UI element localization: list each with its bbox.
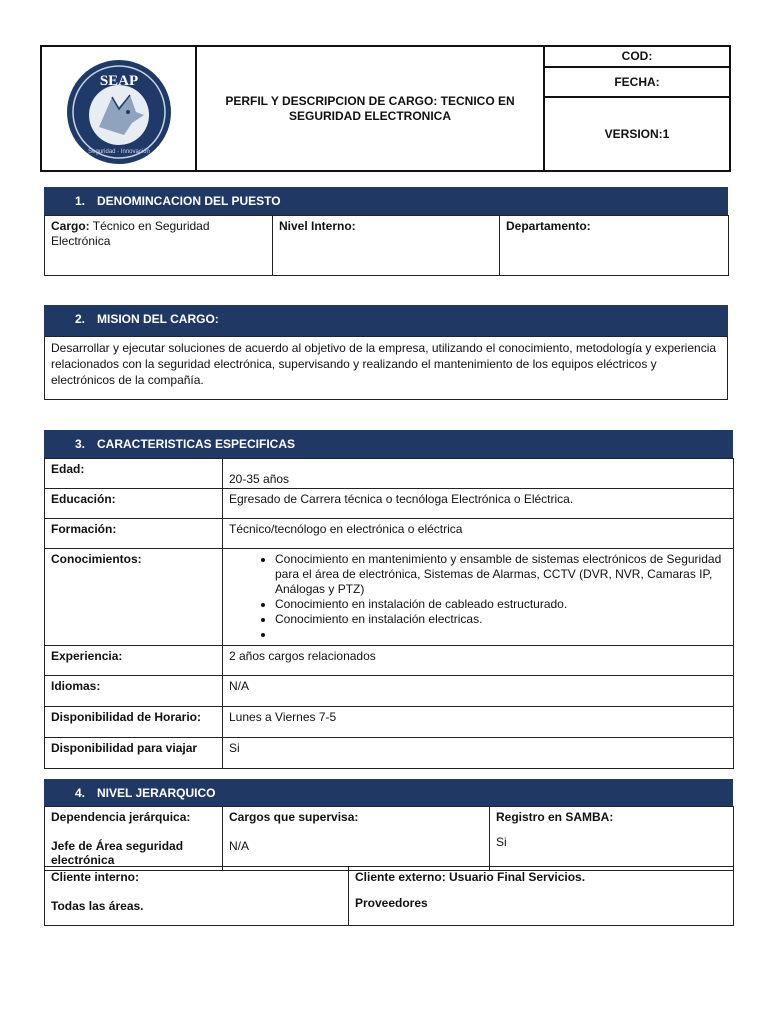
cliente-interno-cell: [45, 867, 349, 926]
section4-table-bottom: [44, 866, 734, 926]
formacion-value: Técnico/tecnólogo en electrónica o eléctrica: [223, 519, 734, 549]
dependencia-value: Jefe de Área seguridad electrónica: [51, 839, 184, 867]
list-item: • Conocimiento en mantenimiento y ensamble de sistemas electrónicos de Seguridad para el área de electrónica, Sistemas de Alarmas, CCTV (DVR, NVR, Camaras IP, Análogas y PTZ): [275, 552, 723, 597]
proveedores-label: Proveedores: [355, 896, 428, 910]
section3-table: [44, 458, 734, 769]
samba-label: Registro en SAMBA:: [496, 810, 614, 824]
horario-value: Lunes a Viernes 7-5: [223, 707, 734, 738]
dependencia-cell: [45, 807, 223, 871]
section2-table: [44, 336, 728, 400]
supervisa-label: Cargos que supervisa:: [229, 810, 359, 824]
conocimientos-value: [223, 549, 734, 646]
cliente-interno-value: Todas las áreas.: [51, 899, 144, 913]
mision-text: Desarrollar y ejecutar soluciones de acuerdo al objetivo de la empresa, utilizando el conocimiento, metodología y experiencia relacionados con la seguridad electrónica, supervisando y realizando el mantenimiento de los equipos eléctricos y electrónicos de la compañía.: [45, 337, 728, 400]
version-field: VERSION:1: [544, 97, 730, 171]
cliente-interno-label: Cliente interno:: [51, 870, 140, 884]
section4-header: 4. NIVEL JERARQUICO: [44, 779, 733, 807]
list-item: • Conocimiento en instalación de cableado estructurado.: [275, 597, 723, 612]
list-item: • Conocimiento en instalación electricas.: [275, 612, 723, 627]
cod-field: COD:: [544, 46, 730, 67]
cargo-cell: Cargo: Técnico en Seguridad Electrónica: [45, 216, 273, 276]
logo-tagline: Seguridad · Innovación: [87, 148, 150, 155]
viajar-value: Si: [223, 738, 734, 769]
logo-cell: [41, 46, 196, 171]
samba-cell: [490, 807, 734, 871]
section1-table: [44, 215, 729, 276]
supervisa-value: N/A: [229, 839, 250, 853]
logo-text: SEAP: [99, 72, 138, 89]
educacion-value: Egresado de Carrera técnica o tecnóloga Electrónica o Eléctrica.: [223, 489, 734, 519]
samba-value: Si: [496, 835, 507, 849]
experiencia-label: Experiencia:: [45, 646, 223, 676]
conocimientos-label: Conocimientos:: [45, 549, 223, 646]
document-header: [40, 45, 731, 172]
experiencia-value: 2 años cargos relacionados: [223, 646, 734, 676]
document-title: PERFIL Y DESCRIPCION DE CARGO: TECNICO EN SEGURIDAD ELECTRONICA: [196, 46, 544, 171]
viajar-label: Disponibilidad para viajar: [45, 738, 223, 769]
list-item: [275, 627, 723, 642]
section1-header: 1. DENOMINCACION DEL PUESTO: [44, 187, 728, 215]
departamento-cell: Departamento:: [500, 216, 729, 276]
section3-header: 3. CARACTERISTICAS ESPECIFICAS: [44, 430, 733, 458]
edad-label: Edad:: [45, 459, 223, 489]
dependencia-label: Dependencia jerárquica:: [51, 810, 191, 824]
fecha-field: FECHA:: [544, 67, 730, 97]
educacion-label: Educación:: [45, 489, 223, 519]
conocimientos-list: [229, 552, 723, 642]
section4-table-top: [44, 806, 734, 871]
idiomas-value: N/A: [223, 676, 734, 707]
nivel-interno-cell: Nivel Interno:: [273, 216, 500, 276]
section2-header: 2. MISION DEL CARGO:: [44, 305, 728, 336]
seap-logo: [64, 57, 174, 167]
supervisa-cell: [223, 807, 490, 871]
edad-value: 20-35 años: [223, 459, 734, 489]
horario-label: Disponibilidad de Horario:: [45, 707, 223, 738]
idiomas-label: Idiomas:: [45, 676, 223, 707]
formacion-label: Formación:: [45, 519, 223, 549]
cliente-externo-cell: [349, 867, 734, 926]
cliente-externo-label: Cliente externo: Usuario Final Servicios.: [355, 870, 586, 884]
